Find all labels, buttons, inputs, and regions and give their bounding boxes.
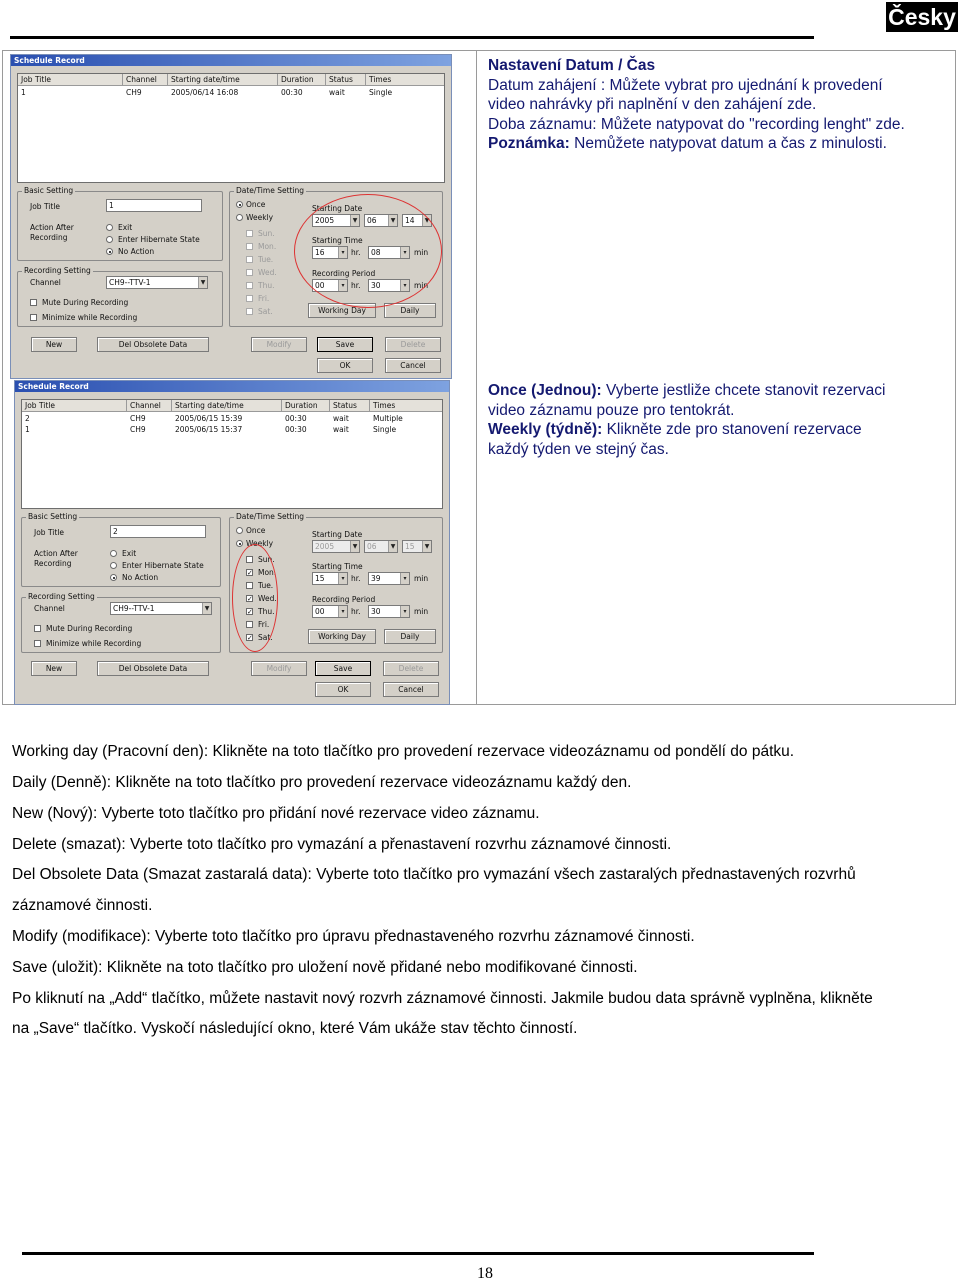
minimize-checkbox[interactable] bbox=[34, 640, 41, 647]
chevron-down-icon: ▼ bbox=[350, 541, 359, 552]
group-title: Date/Time Setting bbox=[236, 186, 305, 195]
paragraph-add-cont: na „Save“ tlačítko. Vyskočí následující okno, které Vám ukáže stav těchto činností. bbox=[12, 1020, 578, 1037]
period-min-value: 30 bbox=[371, 281, 381, 290]
min-label: min bbox=[414, 607, 429, 616]
start-min-value: 39 bbox=[371, 574, 381, 583]
table-divider bbox=[476, 50, 477, 705]
start-hour-value: 15 bbox=[315, 574, 325, 583]
day-label: Mon. bbox=[258, 242, 277, 251]
start-hour-value: 16 bbox=[315, 248, 325, 257]
new-button[interactable]: New bbox=[31, 661, 77, 676]
once-weekly-section bbox=[488, 381, 948, 459]
cell-times: Single bbox=[369, 88, 393, 97]
once-text: Vyberte jestliže chcete stanovit rezervaci bbox=[601, 382, 886, 399]
mute-checkbox[interactable] bbox=[34, 625, 41, 632]
group-title: Recording Setting bbox=[28, 592, 95, 601]
day-label: Mon. bbox=[258, 568, 277, 577]
chevron-down-icon: ▼ bbox=[422, 541, 431, 552]
day-checkbox-thu[interactable]: ✓ bbox=[247, 608, 253, 616]
delete-button[interactable]: Delete bbox=[383, 661, 439, 676]
recording-period-label: Recording Period bbox=[312, 595, 376, 604]
chevron-down-icon: ▼ bbox=[202, 603, 211, 614]
cell-channel: CH9 bbox=[130, 414, 146, 423]
mute-checkbox[interactable] bbox=[30, 299, 37, 306]
ok-button[interactable]: OK bbox=[317, 358, 373, 373]
save-button[interactable]: Save bbox=[317, 337, 373, 352]
col-times[interactable]: Times bbox=[369, 75, 392, 84]
no-action-label: No Action bbox=[118, 247, 155, 256]
basic-setting-group bbox=[21, 512, 221, 587]
no-action-radio[interactable] bbox=[106, 248, 113, 255]
chevron-down-icon: ▼ bbox=[198, 277, 207, 288]
highlight-ellipse bbox=[232, 544, 278, 652]
weekly-radio[interactable] bbox=[236, 214, 243, 221]
paragraph-daily: Daily (Denně): Klikněte na toto tlačítko pro provedení rezervace videozáznamu každý den. bbox=[12, 774, 632, 791]
min-label: min bbox=[414, 574, 429, 583]
exit-label: Exit bbox=[118, 223, 133, 232]
paragraph-new: New (Nový): Vyberte toto tlačítko pro přidání nové rezervace video záznamu. bbox=[12, 805, 540, 822]
paragraph-del-obsolete: Del Obsolete Data (Smazat zastaralá data): Vyberte toto tlačítko pro vymazání všech zastaralých přednastavených rozvrhů bbox=[12, 866, 856, 883]
job-title-input[interactable]: 2 bbox=[110, 525, 206, 538]
day-checkbox-sun[interactable] bbox=[246, 230, 253, 237]
cell-job: 1 bbox=[21, 88, 26, 97]
day-checkbox-mon[interactable]: ✓ bbox=[247, 569, 253, 577]
weekly-line-2: každý týden ve stejný čas. bbox=[488, 440, 669, 458]
min-label: min bbox=[414, 281, 429, 290]
col-job-title[interactable]: Job Title bbox=[22, 400, 127, 412]
col-times[interactable]: Times bbox=[373, 401, 396, 410]
day-checkbox-tue[interactable] bbox=[246, 256, 253, 263]
once-label: Once (Jednou): bbox=[488, 382, 602, 399]
channel-value: CH9--TTV-1 bbox=[113, 604, 155, 613]
day-label: Thu. bbox=[258, 607, 275, 616]
spin-icon: ▾ bbox=[400, 280, 409, 291]
no-action-radio[interactable] bbox=[110, 574, 117, 581]
group-title: Basic Setting bbox=[24, 186, 74, 195]
paragraph-working-day: Working day (Pracovní den): Klikněte na toto tlačítko pro provedení rezervace videozáznamu od pondělí do pátku. bbox=[12, 743, 795, 760]
spin-icon: ▾ bbox=[338, 606, 347, 617]
day-label: Sun. bbox=[258, 229, 275, 238]
col-start[interactable]: Starting date/time bbox=[168, 74, 278, 86]
group-title: Date/Time Setting bbox=[236, 512, 305, 521]
starting-date-label: Starting Date bbox=[312, 204, 363, 213]
spin-icon: ▾ bbox=[338, 573, 347, 584]
start-min-spin[interactable] bbox=[368, 572, 410, 585]
channel-select[interactable] bbox=[110, 602, 212, 615]
action-after-label: Action After bbox=[30, 223, 74, 232]
save-button[interactable]: Save bbox=[315, 661, 371, 676]
channel-select[interactable] bbox=[106, 276, 208, 289]
day-value: 14 bbox=[405, 216, 415, 225]
chevron-down-icon: ▼ bbox=[388, 215, 397, 226]
group-title: Basic Setting bbox=[28, 512, 78, 521]
cell-channel: CH9 bbox=[126, 88, 142, 97]
day-label: Tue. bbox=[258, 255, 274, 264]
daily-button[interactable]: Daily bbox=[384, 303, 436, 318]
month-value: 06 bbox=[367, 216, 377, 225]
no-action-label: No Action bbox=[122, 573, 159, 582]
start-min-value: 08 bbox=[371, 248, 381, 257]
cell-times: Multiple bbox=[373, 414, 403, 423]
cancel-button[interactable]: Cancel bbox=[383, 682, 439, 697]
table-row[interactable] bbox=[22, 424, 442, 435]
once-radio[interactable] bbox=[236, 527, 243, 534]
cell-duration: 00:30 bbox=[285, 425, 307, 434]
weekly-text: Klikněte zde pro stanovení rezervace bbox=[602, 421, 862, 438]
job-title-label: Job Title bbox=[30, 202, 61, 211]
mute-label: Mute During Recording bbox=[42, 298, 129, 307]
paragraph-modify: Modify (modifikace): Vyberte toto tlačítko pro úpravu přednastaveného rozvrhu záznamové činnosti. bbox=[12, 928, 695, 945]
channel-label: Channel bbox=[30, 278, 61, 287]
hibernate-radio[interactable] bbox=[110, 562, 117, 569]
col-status[interactable]: Status bbox=[330, 400, 370, 412]
section-line: Doba záznamu: Můžete natypovat do "recording lenght" zde. bbox=[488, 115, 905, 133]
start-hour-spin[interactable] bbox=[312, 572, 348, 585]
schedule-list[interactable] bbox=[17, 73, 445, 183]
footer-rule bbox=[22, 1252, 814, 1255]
weekly-line bbox=[488, 420, 948, 440]
day-label: Thu. bbox=[258, 281, 275, 290]
schedule-record-dialog-weekly bbox=[14, 380, 450, 705]
exit-radio[interactable] bbox=[106, 224, 113, 231]
day-value: 15 bbox=[405, 542, 415, 551]
cell-times: Single bbox=[373, 425, 397, 434]
min-label: min bbox=[414, 248, 429, 257]
note-label: Poznámka: bbox=[488, 135, 570, 152]
day-checkbox-fri[interactable] bbox=[246, 295, 253, 302]
paragraph-del-obsolete-cont: záznamové činnosti. bbox=[12, 897, 153, 914]
once-label: Once bbox=[246, 526, 266, 535]
minimize-checkbox[interactable] bbox=[30, 314, 37, 321]
col-duration[interactable]: Duration bbox=[278, 74, 326, 86]
date-time-section bbox=[488, 56, 948, 154]
del-obsolete-button[interactable]: Del Obsolete Data bbox=[97, 337, 209, 352]
chevron-down-icon: ▼ bbox=[388, 541, 397, 552]
cell-status: wait bbox=[333, 414, 349, 423]
day-label: Fri. bbox=[258, 620, 270, 629]
schedule-record-dialog-once bbox=[10, 54, 452, 379]
hibernate-label: Enter Hibernate State bbox=[118, 235, 200, 244]
cell-channel: CH9 bbox=[130, 425, 146, 434]
day-label: Tue. bbox=[258, 581, 274, 590]
starting-date-label: Starting Date bbox=[312, 530, 363, 539]
modify-button[interactable]: Modify bbox=[251, 661, 307, 676]
col-channel[interactable]: Channel bbox=[123, 74, 168, 86]
job-title-label: Job Title bbox=[34, 528, 65, 537]
recording-label: Recording bbox=[30, 233, 68, 242]
dialog-titlebar: Schedule Record bbox=[15, 381, 449, 392]
working-day-button[interactable]: Working Day bbox=[308, 629, 376, 644]
note-line bbox=[488, 134, 948, 154]
starting-time-label: Starting Time bbox=[312, 562, 363, 571]
ok-button[interactable]: OK bbox=[315, 682, 371, 697]
recording-setting-group bbox=[21, 592, 221, 653]
paragraph-delete: Delete (smazat): Vyberte toto tlačítko pro vymazání a přenastavení rozvrhu záznamové činnosti. bbox=[12, 836, 672, 853]
weekly-label: Weekly (týdně): bbox=[488, 421, 603, 438]
cancel-button[interactable]: Cancel bbox=[385, 358, 441, 373]
hr-label: hr. bbox=[351, 607, 361, 616]
spin-icon: ▾ bbox=[338, 247, 347, 258]
spin-icon: ▾ bbox=[400, 247, 409, 258]
hibernate-radio[interactable] bbox=[106, 236, 113, 243]
working-day-button[interactable]: Working Day bbox=[308, 303, 376, 318]
section-title: Nastavení Datum / Čas bbox=[488, 57, 656, 74]
action-after-label: Action After bbox=[34, 549, 78, 558]
period-min-spin[interactable] bbox=[368, 605, 410, 618]
schedule-list[interactable] bbox=[21, 399, 443, 509]
section-line: Datum zahájení : Můžete vybrat pro ujednání k provedení bbox=[488, 76, 883, 94]
day-label: Wed. bbox=[258, 594, 277, 603]
spin-icon: ▾ bbox=[338, 280, 347, 291]
year-value: 2005 bbox=[315, 542, 335, 551]
day-checkbox-sat[interactable]: ✓ bbox=[247, 634, 253, 642]
hr-label: hr. bbox=[351, 281, 361, 290]
cell-duration: 00:30 bbox=[285, 414, 307, 423]
starting-time-label: Starting Time bbox=[312, 236, 363, 245]
day-checkbox-thu[interactable] bbox=[246, 282, 253, 289]
day-label: Wed. bbox=[258, 268, 277, 277]
datetime-setting-group bbox=[229, 186, 443, 327]
hr-label: hr. bbox=[351, 574, 361, 583]
cell-status: wait bbox=[329, 88, 345, 97]
cell-duration: 00:30 bbox=[281, 88, 303, 97]
minimize-label: Minimize while Recording bbox=[42, 313, 138, 322]
page-number: 18 bbox=[477, 1265, 493, 1282]
day-checkbox-wed[interactable]: ✓ bbox=[247, 595, 253, 603]
day-checkbox-mon[interactable] bbox=[246, 243, 253, 250]
channel-value: CH9--TTV-1 bbox=[109, 278, 151, 287]
daily-button[interactable]: Daily bbox=[384, 629, 436, 644]
dialog-titlebar: Schedule Record bbox=[11, 55, 451, 66]
list-header bbox=[22, 400, 442, 412]
cell-status: wait bbox=[333, 425, 349, 434]
section-line: video nahrávky při naplnění v den zahájení zde. bbox=[488, 96, 817, 113]
new-button[interactable]: New bbox=[31, 337, 77, 352]
header-rule bbox=[10, 36, 814, 39]
datetime-setting-group bbox=[229, 512, 443, 653]
col-duration[interactable]: Duration bbox=[282, 400, 330, 412]
highlight-ellipse bbox=[294, 194, 442, 308]
col-channel[interactable]: Channel bbox=[127, 400, 172, 412]
once-label: Once bbox=[246, 200, 266, 209]
weekly-label: Weekly bbox=[246, 539, 274, 548]
day-checkbox-wed[interactable] bbox=[246, 269, 253, 276]
hr-label: hr. bbox=[351, 248, 361, 257]
basic-setting-group bbox=[17, 186, 223, 261]
recording-label: Recording bbox=[34, 559, 72, 568]
paragraph-add: Po kliknutí na „Add“ tlačítko, můžete nastavit nový rozvrh záznamové činnosti. Jakmile budou data správně vyplněna, klikněte bbox=[12, 990, 873, 1007]
col-status[interactable]: Status bbox=[326, 74, 366, 86]
day-label: Fri. bbox=[258, 294, 270, 303]
period-hour-value: 00 bbox=[315, 607, 325, 616]
del-obsolete-button[interactable]: Del Obsolete Data bbox=[97, 661, 209, 676]
cell-start: 2005/06/15 15:37 bbox=[175, 425, 243, 434]
weekly-label: Weekly bbox=[246, 213, 274, 222]
col-start[interactable]: Starting date/time bbox=[172, 400, 282, 412]
note-text: Nemůžete natypovat datum a čas z minulosti. bbox=[569, 135, 887, 152]
cell-start: 2005/06/14 16:08 bbox=[171, 88, 239, 97]
hibernate-label: Enter Hibernate State bbox=[122, 561, 204, 570]
once-line bbox=[488, 381, 948, 401]
year-select[interactable] bbox=[312, 540, 360, 553]
group-title: Recording Setting bbox=[24, 266, 91, 275]
minimize-label: Minimize while Recording bbox=[46, 639, 142, 648]
cell-job: 1 bbox=[25, 425, 30, 434]
period-hour-value: 00 bbox=[315, 281, 325, 290]
recording-setting-group bbox=[17, 266, 223, 327]
recording-period-label: Recording Period bbox=[312, 269, 376, 278]
cell-job: 2 bbox=[25, 414, 30, 423]
day-label: Sat. bbox=[258, 633, 273, 642]
language-badge: Česky bbox=[886, 2, 958, 32]
day-label: Sun. bbox=[258, 555, 275, 564]
table-row[interactable] bbox=[22, 413, 442, 424]
list-header bbox=[18, 74, 444, 86]
cell-start: 2005/06/15 15:39 bbox=[175, 414, 243, 423]
day-checkbox-sat[interactable] bbox=[246, 308, 253, 315]
exit-radio[interactable] bbox=[110, 550, 117, 557]
channel-label: Channel bbox=[34, 604, 65, 613]
modify-button[interactable]: Modify bbox=[251, 337, 307, 352]
once-radio[interactable] bbox=[236, 201, 243, 208]
paragraph-save: Save (uložit): Klikněte na toto tlačítko pro uložení nově přidané nebo modifikované činnosti. bbox=[12, 959, 638, 976]
exit-label: Exit bbox=[122, 549, 137, 558]
mute-label: Mute During Recording bbox=[46, 624, 133, 633]
chevron-down-icon: ▼ bbox=[422, 215, 431, 226]
month-select[interactable] bbox=[364, 540, 398, 553]
table-row[interactable] bbox=[18, 87, 444, 98]
job-title-input[interactable]: 1 bbox=[106, 199, 202, 212]
weekly-radio[interactable] bbox=[236, 540, 243, 547]
period-min-value: 30 bbox=[371, 607, 381, 616]
month-value: 06 bbox=[367, 542, 377, 551]
period-hour-spin[interactable] bbox=[312, 605, 348, 618]
chevron-down-icon: ▼ bbox=[350, 215, 359, 226]
spin-icon: ▾ bbox=[400, 606, 409, 617]
col-job-title[interactable]: Job Title bbox=[18, 74, 123, 86]
once-line-2: video záznamu pouze pro tentokrát. bbox=[488, 401, 735, 419]
year-value: 2005 bbox=[315, 216, 335, 225]
spin-icon: ▾ bbox=[400, 573, 409, 584]
day-select[interactable] bbox=[402, 540, 432, 553]
day-label: Sat. bbox=[258, 307, 273, 316]
delete-button[interactable]: Delete bbox=[385, 337, 441, 352]
